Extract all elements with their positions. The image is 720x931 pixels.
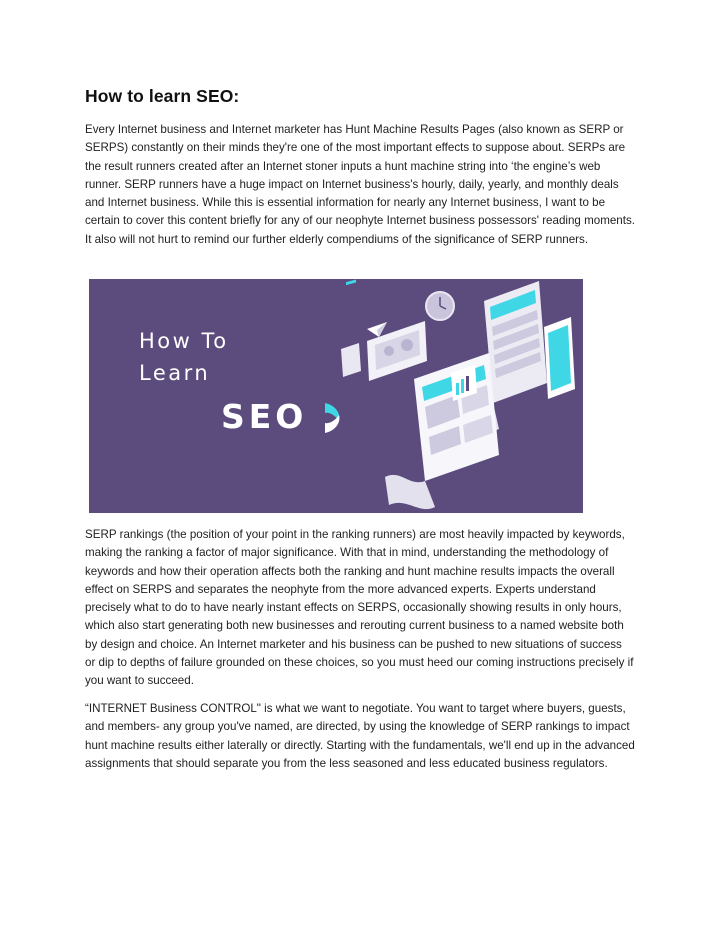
tag-card-icon [341,279,361,377]
intro-paragraph: Every Internet business and Internet marketer has Hunt Machine Results Pages (also known as SERP or SERPS) constantly on their minds they're one of the most important effects to suppose about. SERPs are the result runners created after an Internet stoner inputs a hunt machine string into ‘the engine’s web runner. SERP runners have a huge impact on Internet business's hourly, daily, yearly, and monthly deals and Internet business. While this is essential information for nearly any Internet business, I want to be certain to cover this content briefly for any of our neophyte Internet business possessors' reading moments. It also will not hurt to remind our further elderly compendiums of the significance of SERP runners. [85,123,635,246]
body-paragraph-2: SERP rankings (the position of your point in the ranking runners) are most heavily impacted by keywords, making the ranking a factor of major significance. With that in mind, understanding the methodology of keywords and how their operation affects both the ranking and hunt machine results impacts the overall effect on SERPS and separates the neophyte from the more advanced experts. Experts understand precisely what to do to have nearly instant effects on SERPS, occasionally showing results in only hours, which also start generating both new businesses and rerouting current business to a named website both by design and choice. An Internet marketer and his business can be pushed to new situations of success or dip to depths of failure grounded on these choices, so you must heed our coming instructions precisely if you want to succeed. [85,528,634,688]
clock-icon [426,292,454,320]
hero-image [89,279,583,513]
seo-logo-icon [325,403,339,433]
paper-plane-icon [367,322,387,337]
body-paragraph-3: “INTERNET Business CONTROL" is what we want to negotiate. You want to target where buyers, guests, and members- any group you've named, are directed, by using the knowledge of SERP rankings to impact hunt machine results either laterally or directly. Starting with the fundamentals, we'll end up in the advanced assignments that should separate you from the less seasoned and less educated business regulators. [85,702,635,770]
page-title: How to learn SEO: [85,86,240,106]
hero-seo-text: SEO [221,397,308,436]
hero-illustration [89,279,583,513]
hero-line-1: How To [139,329,229,353]
mobile-device-icon [544,317,575,399]
hero-title [139,325,229,389]
hero-line-2: Learn [139,361,211,385]
